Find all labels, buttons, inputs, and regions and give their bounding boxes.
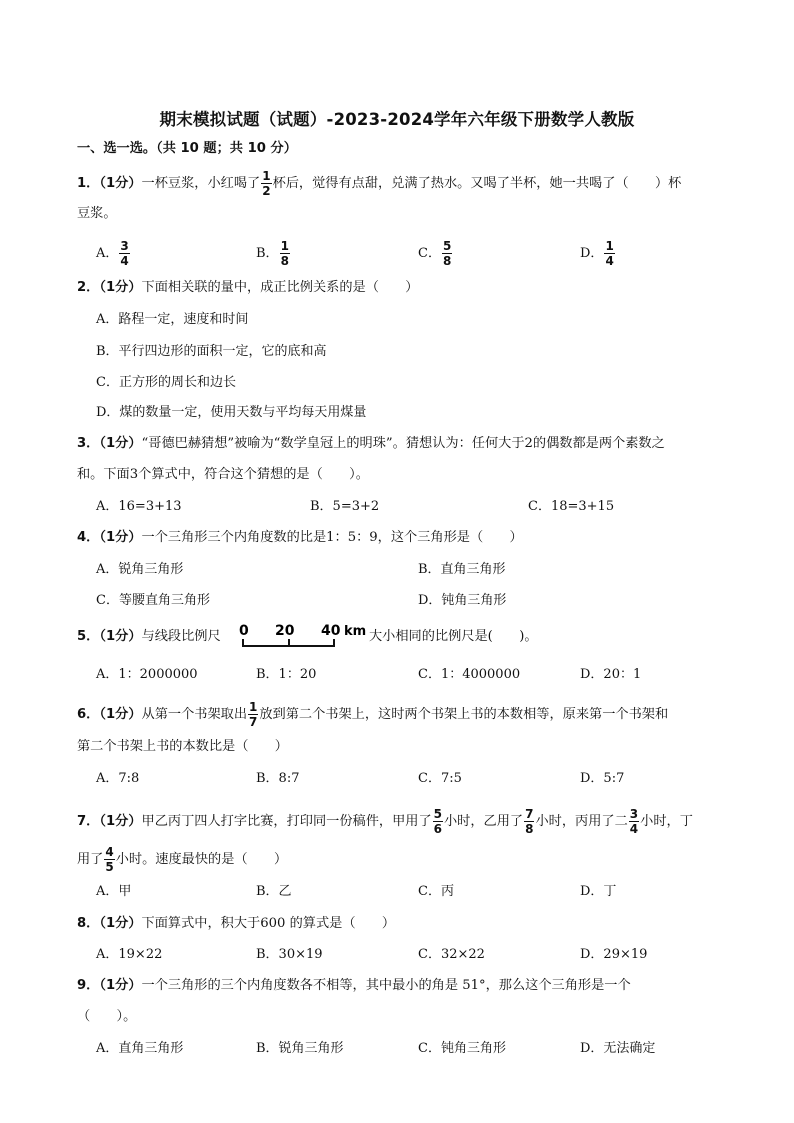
scale-tick-20: 20 [275, 623, 295, 639]
question-1-line-2: 豆浆。 [77, 206, 117, 221]
scale-unit: km [344, 624, 367, 639]
scale-bar-graphic [237, 620, 369, 650]
scale-tick-0: 0 [239, 623, 249, 639]
question-3-line-2: 和。下面3个算式中，符合这个猜想的是（ ）。 [77, 467, 369, 482]
fraction: $\frac{1}{2}$ [262, 169, 271, 198]
page-title: 期末模拟试题（试题）-2023-2024学年六年级下册数学人教版 [159, 110, 635, 129]
q9-option-d[interactable]: D．无法确定 [580, 1041, 656, 1056]
q7-option-d[interactable]: D．丁 [580, 884, 617, 899]
section-heading: 一、选一选。（共 10 题；共 10 分） [77, 141, 297, 156]
q3-option-b[interactable]: B．5=3+2 [310, 499, 380, 514]
question-text: 一杯豆浆，小红喝了 [141, 176, 261, 191]
q6-option-d[interactable]: D．5:7 [580, 771, 625, 786]
q7-option-b[interactable]: B．乙 [256, 884, 292, 899]
q2-option-a[interactable]: A．路程一定，速度和时间 [96, 312, 249, 327]
q9-option-b[interactable]: B．锐角三角形 [256, 1041, 344, 1056]
q4-option-a[interactable]: A．锐角三角形 [96, 562, 184, 577]
score-label: （1分） [99, 176, 142, 191]
q8-option-d[interactable]: D．29×19 [580, 947, 648, 962]
q4-option-c[interactable]: C．等腰直角三角形 [96, 593, 210, 608]
q1-option-d[interactable]: D． $\frac{1}{4}$ [580, 239, 614, 268]
question-9-line-2: （ ）。 [77, 1009, 137, 1024]
q1-option-b[interactable]: B． $\frac{1}{8}$ [256, 239, 289, 268]
q5-option-c[interactable]: C．1：4000000 [418, 667, 521, 682]
fraction: $\frac{1}{7}$ [249, 700, 258, 729]
q9-option-c[interactable]: C．钝角三角形 [418, 1041, 506, 1056]
q4-option-d[interactable]: D．钝角三角形 [418, 593, 507, 608]
q2-option-b[interactable]: B．平行四边形的面积一定，它的底和高 [96, 344, 327, 359]
q4-option-b[interactable]: B．直角三角形 [418, 562, 506, 577]
q8-option-a[interactable]: A．19×22 [96, 947, 163, 962]
q8-option-c[interactable]: C．32×22 [418, 947, 485, 962]
q8-option-b[interactable]: B．30×19 [256, 947, 323, 962]
question-8: 8．（1分）下面算式中，积大于600 的算式是（ ） [77, 916, 396, 931]
q7-option-a[interactable]: A．甲 [96, 884, 132, 899]
scale-bar [237, 620, 369, 650]
question-5-prefix: 5．（1分）与线段比例尺 [77, 629, 221, 644]
q5-option-d[interactable]: D．20：1 [580, 667, 642, 682]
question-5-suffix: 大小相同的比例尺是( )。 [369, 629, 538, 644]
question-9-line-1: 9．（1分）一个三角形的三个内角度数各不相等，其中最小的角是 51°，那么这个三角形是一个 [77, 978, 631, 993]
question-3-line-1: 3．（1分）“哥德巴赫猜想”被喻为“数学皇冠上的明珠”。猜想认为：任何大于2的偶数都是两个素数之 [77, 436, 665, 451]
q5-option-b[interactable]: B．1：20 [256, 667, 317, 682]
question-4: 4．（1分）一个三角形三个内角度数的比是1：5：9，这个三角形是（ ） [77, 530, 523, 545]
question-7-line-1: 7．（1分）甲乙丙丁四人打字比赛，打印同一份稿件，甲用了 $\frac{5}{6}$ 小时，乙用了 $\frac{7}{8}$ 小时，丙用了二 $\frac{3}{4}$ 小时，丁 [77, 807, 693, 836]
q9-option-a[interactable]: A．直角三角形 [96, 1041, 184, 1056]
question-6-line-2: 第二个书架上书的本数比是（ ） [77, 739, 288, 754]
q2-option-c[interactable]: C．正方形的周长和边长 [96, 375, 236, 390]
q6-option-c[interactable]: C．7:5 [418, 771, 462, 786]
q3-option-c[interactable]: C．18=3+15 [528, 499, 615, 514]
q1-option-a[interactable]: A． $\frac{3}{4}$ [96, 239, 129, 268]
q1-option-c[interactable]: C． $\frac{5}{8}$ [418, 239, 452, 268]
question-2: 2．（1分）下面相关联的量中，成正比例关系的是（ ） [77, 280, 419, 295]
question-7-line-2: 用了 $\frac{4}{5}$ 小时。速度最快的是（ ） [77, 845, 288, 874]
q3-option-a[interactable]: A．16=3+13 [96, 499, 182, 514]
question-6-line-1: 6．（1分）从第一个书架取出 $\frac{1}{7}$ 放到第二个书架上，这时两个书架上书的本数相等，原来第一个书架和 [77, 700, 669, 729]
question-1-line-1 [77, 170, 681, 197]
q5-option-a[interactable]: A．1：2000000 [96, 667, 198, 682]
q2-option-d[interactable]: D．煤的数量一定，使用天数与平均每天用煤量 [96, 405, 367, 420]
q6-option-b[interactable]: B．8:7 [256, 771, 300, 786]
question-number: 1． [77, 176, 100, 191]
scale-tick-40: 40 [321, 623, 341, 639]
question-text: 杯后，觉得有点甜，兑满了热水。又喝了半杯，她一共喝了（ ）杯 [272, 176, 682, 191]
q7-option-c[interactable]: C．丙 [418, 884, 454, 899]
q6-option-a[interactable]: A．7:8 [96, 771, 140, 786]
